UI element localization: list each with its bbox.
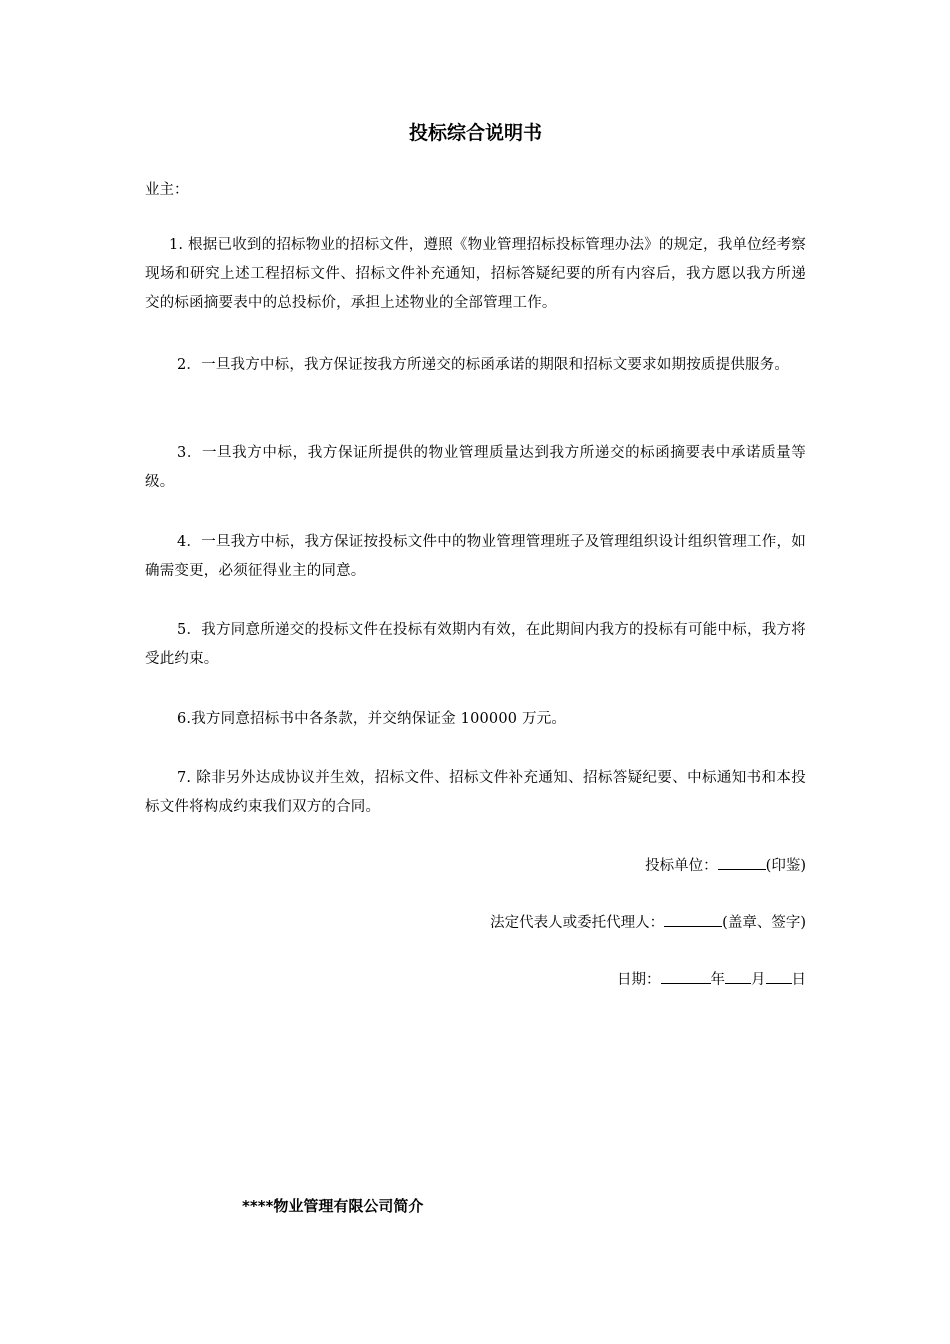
bidder-label: 投标单位： <box>645 858 718 874</box>
paragraph-6: 6.我方同意招标书中各条款，并交纳保证金 100000 万元。 <box>177 711 567 727</box>
bidder-suffix: (印鉴) <box>765 858 806 874</box>
representative-blank <box>664 911 722 927</box>
paragraph-3: 3．一旦我方中标，我方保证所提供的物业管理质量达到我方所递交的标函摘要表中承诺质量等级。 <box>145 445 806 490</box>
paragraph-5: 5．我方同意所递交的投标文件在投标有效期内有效，在此期间内我方的投标有可能中标，我方将受此约束。 <box>145 622 806 667</box>
representative-signature-line <box>490 911 806 935</box>
representative-label: 法定代表人或委托代理人： <box>490 915 665 931</box>
company-intro-title: ****物业管理有限公司简介 <box>242 1197 424 1215</box>
representative-suffix: (盖章、签字) <box>722 915 806 931</box>
document-title: 投标综合说明书 <box>408 122 542 144</box>
year-label: 年 <box>710 972 725 988</box>
date-label: 日期： <box>617 972 661 988</box>
salutation: 业主： <box>145 182 189 198</box>
paragraph-2: 2．一旦我方中标，我方保证按我方所递交的标函承诺的期限和招标文要求如期按质提供服务。 <box>177 357 790 373</box>
month-blank <box>725 968 751 984</box>
paragraph-7: 7. 除非另外达成协议并生效，招标文件、招标文件补充通知、招标答疑纪要、中标通知书和本投标文件将构成约束我们双方的合同。 <box>145 770 806 815</box>
month-label: 月 <box>751 972 766 988</box>
day-blank <box>766 968 792 984</box>
date-line <box>617 968 806 992</box>
day-label: 日 <box>791 972 806 988</box>
paragraph-1: 1. 根据已收到的招标物业的招标文件，遵照《物业管理招标投标管理办法》的规定，我单位经考察现场和研究上述工程招标文件、招标文件补充通知，招标答疑纪要的所有内容后，我方愿以我方所递交的标函摘要表中的总投标价，承担上述物业的全部管理工作。 <box>145 237 806 311</box>
bidder-blank <box>718 854 766 870</box>
paragraph-4: 4．一旦我方中标，我方保证按投标文件中的物业管理管理班子及管理组织设计组织管理工作，如确需变更，必须征得业主的同意。 <box>145 534 806 579</box>
year-blank <box>661 968 711 984</box>
bidder-signature-line <box>645 854 806 878</box>
